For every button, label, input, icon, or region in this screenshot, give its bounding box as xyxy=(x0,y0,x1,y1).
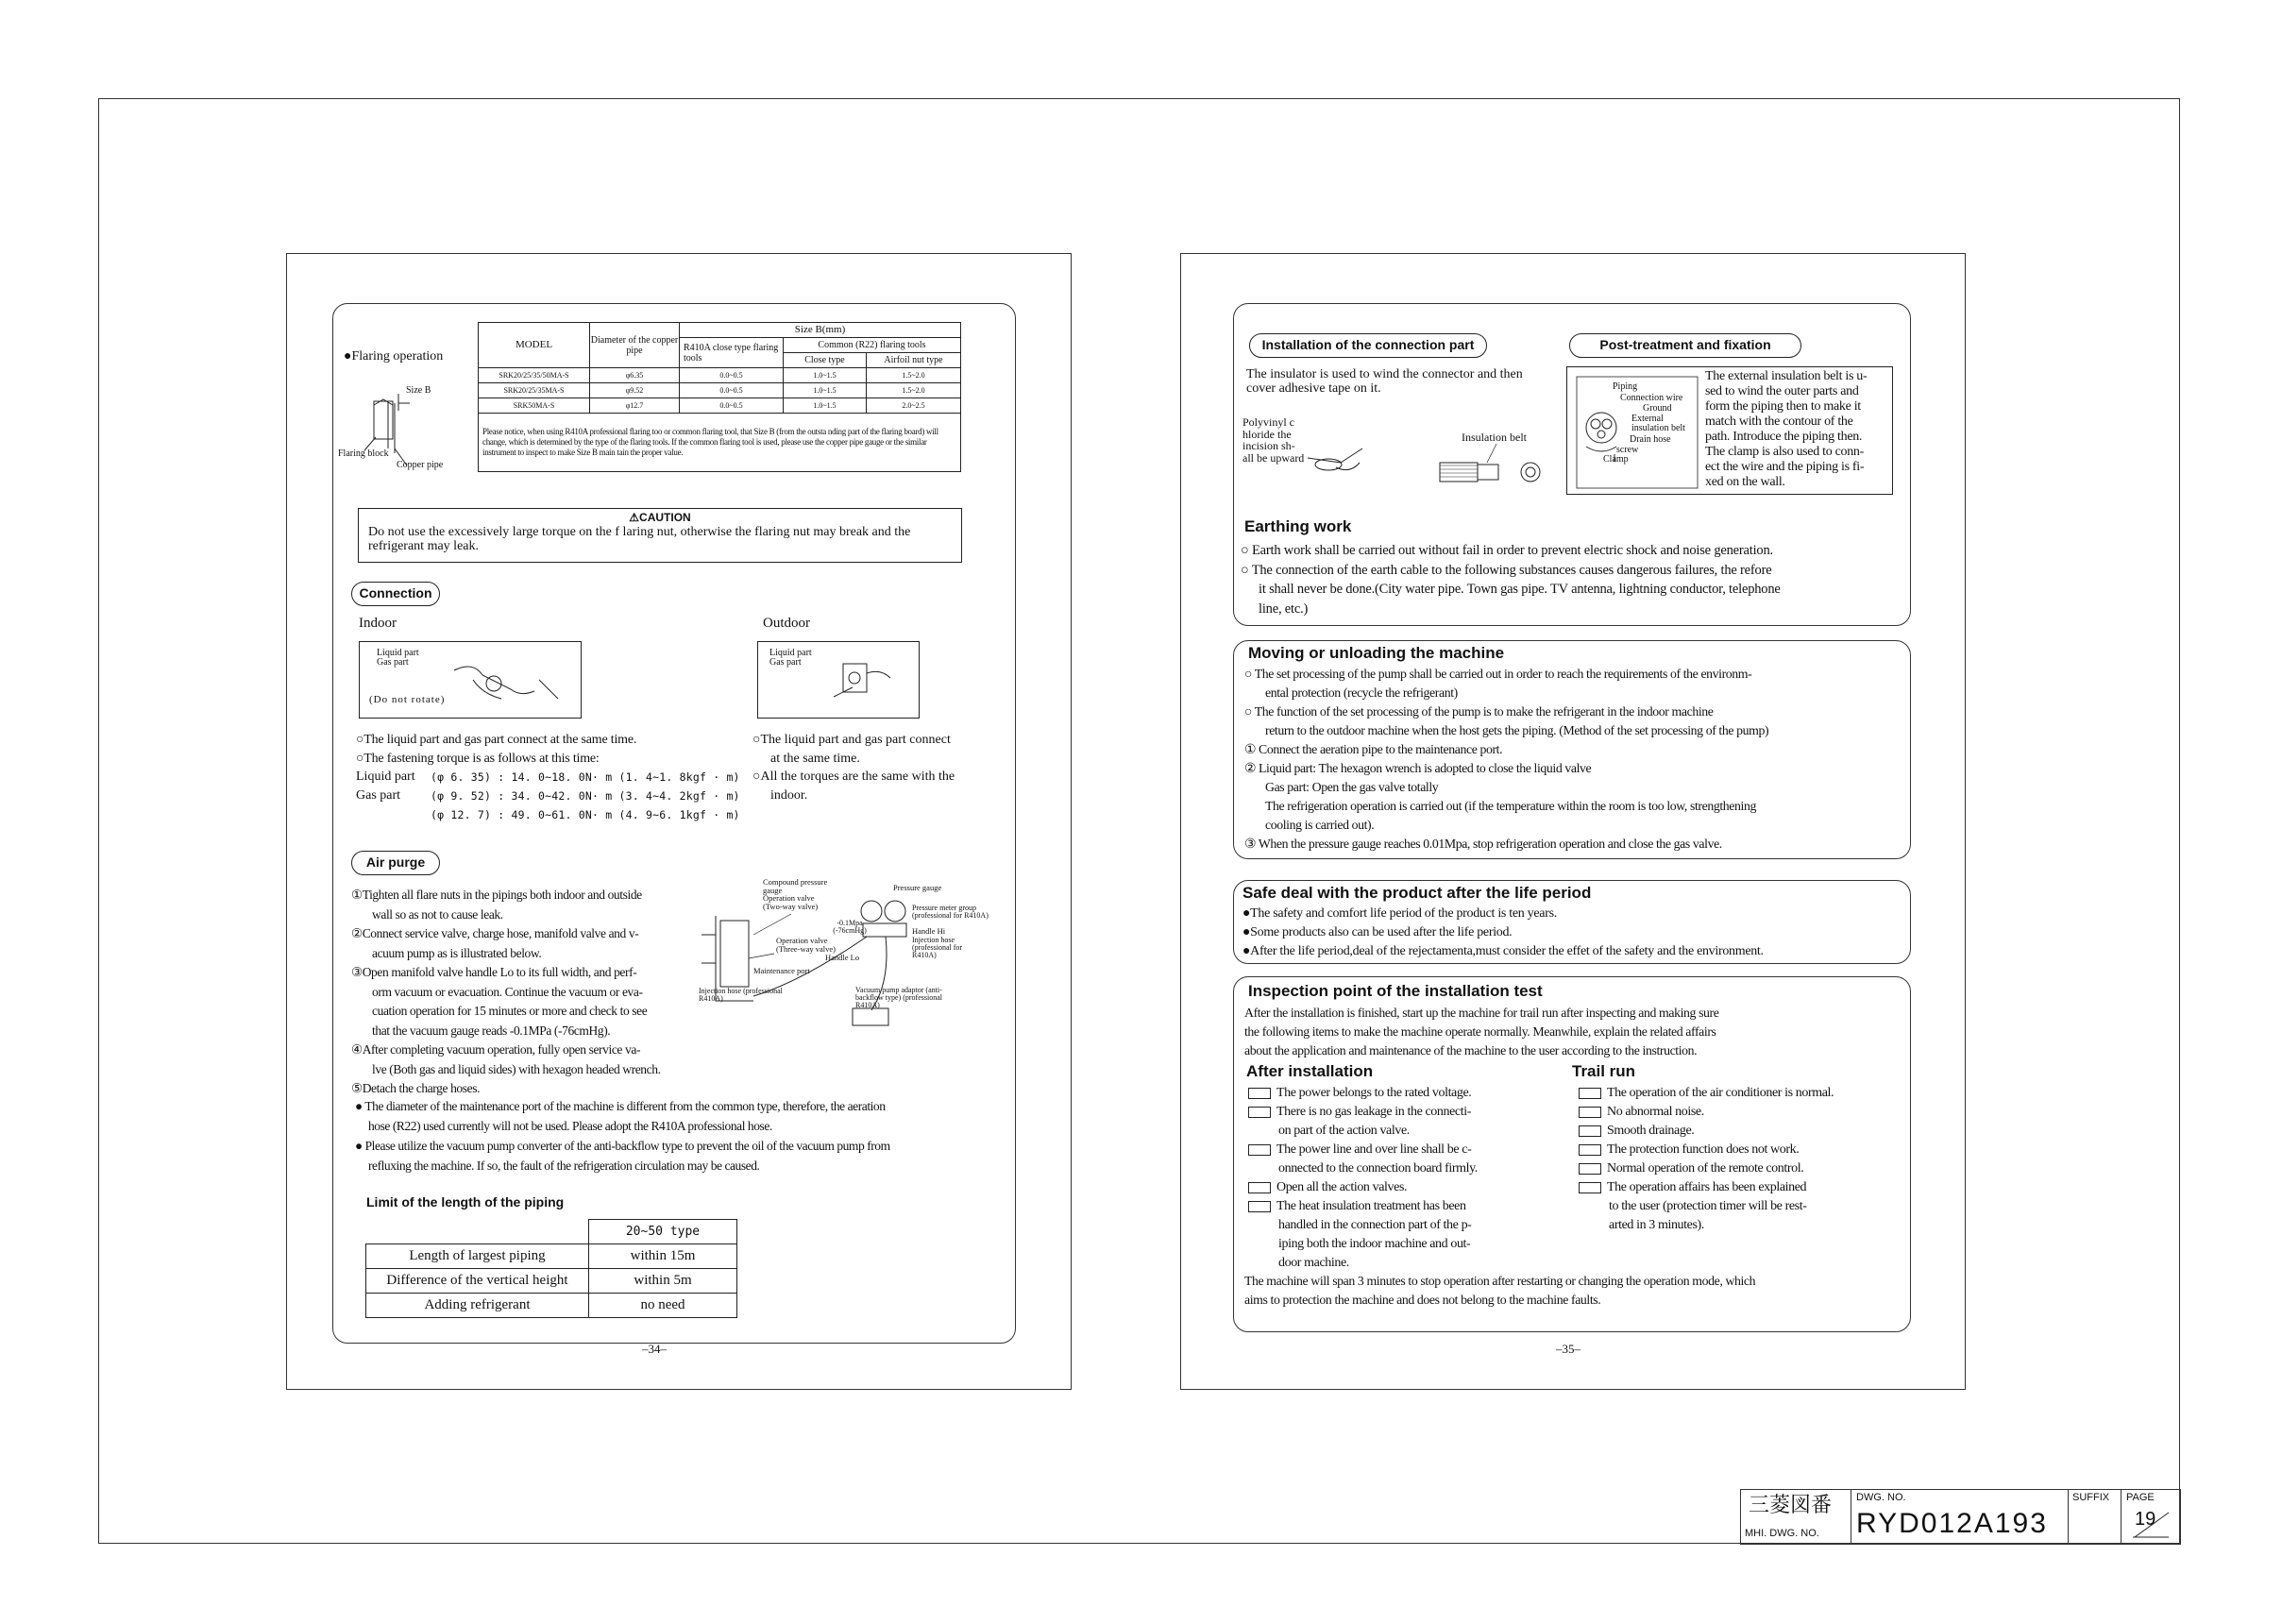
safe-deal-heading: Safe deal with the product after the life period xyxy=(1242,884,1592,902)
checklist-item xyxy=(1579,1084,1834,1103)
moving-line: ental protection (recycle the refrigerant) xyxy=(1265,685,1458,700)
meter-group-label: Pressure meter group (professional for R410A) xyxy=(912,904,989,920)
post-treatment-line: The external insulation belt is u- xyxy=(1705,369,1868,383)
after-installation-heading: After installation xyxy=(1246,1062,1374,1080)
checkbox[interactable] xyxy=(1579,1125,1601,1137)
air-purge-step: ④After completing vacuum operation, fully open service va- xyxy=(351,1042,641,1057)
inspection-heading: Inspection point of the installation test xyxy=(1248,982,1543,1000)
checklist-text: There is no gas leakage in the connecti- xyxy=(1276,1105,1471,1119)
left-page-number: –34– xyxy=(642,1342,667,1356)
checklist-item xyxy=(1248,1103,1478,1122)
torque-row: (φ 12. 7) : 49. 0~61. 0N· m (4. 9~6. 1kgf · m) xyxy=(431,808,740,821)
page-label: PAGE xyxy=(2126,1492,2155,1503)
air-purge-step: cuation operation for 15 minutes or more and check to see xyxy=(372,1004,648,1018)
moving-line: ③ When the pressure gauge reaches 0.01Mpa, stop refrigeration operation and close the gas valve. xyxy=(1244,837,1722,851)
ground-label: Ground xyxy=(1643,403,1672,414)
outdoor-liquid-part-label: Liquid part xyxy=(769,648,812,658)
post-treatment-line: xed on the wall. xyxy=(1705,475,1785,489)
checkbox[interactable] xyxy=(1579,1107,1601,1118)
right-page-number: –35– xyxy=(1556,1342,1580,1356)
earthing-line: it shall never be done.(City water pipe. Town gas pipe. TV antenna, lightning conductor, telephone xyxy=(1259,582,1781,597)
table-cell: Adding refrigerant xyxy=(366,1294,589,1318)
air-purge-step: ②Connect service valve, charge hose, manifold valve and v- xyxy=(351,926,639,940)
torque-label-liquid: Liquid part xyxy=(356,770,415,784)
outdoor-line: at the same time. xyxy=(770,751,860,766)
table-row xyxy=(366,1244,737,1269)
caution-title: ⚠CAUTION xyxy=(629,511,691,524)
checklist-item xyxy=(1579,1159,1834,1178)
indoor-connection-text xyxy=(356,731,636,768)
table-cell: no need xyxy=(589,1294,737,1318)
checklist-text: No abnormal noise. xyxy=(1607,1105,1704,1119)
checkbox[interactable] xyxy=(1579,1088,1601,1099)
page-number: 19 xyxy=(2135,1509,2156,1530)
operation-valve-two-label: Operation valve (Two-way valve) xyxy=(763,893,819,911)
air-purge-step: ⑤Detach the charge hoses. xyxy=(351,1081,481,1095)
air-purge-diagram xyxy=(697,878,1008,1034)
table-row xyxy=(479,368,961,383)
air-purge-step: that the vacuum gauge reads -0.1MPa (-76cmHg). xyxy=(372,1023,611,1038)
outdoor-label: Outdoor xyxy=(763,616,810,631)
drain-hose-label: Drain hose xyxy=(1630,434,1671,445)
checkbox[interactable] xyxy=(1248,1088,1271,1099)
inspection-footer xyxy=(1244,1272,1755,1310)
moving-line: ① Connect the aeration pipe to the maintenance port. xyxy=(1244,742,1503,756)
outdoor-connection-figure xyxy=(757,641,920,719)
table-cell: 2.0~2.5 xyxy=(867,398,961,414)
outdoor-gas-part-label: Gas part xyxy=(769,657,802,668)
installation-text: The insulator is used to wind the connector and then cover adhesive tape on it. xyxy=(1246,367,1523,396)
inspection-intro-line: about the application and maintenance of the machine to the user according to the instruction. xyxy=(1244,1043,1698,1057)
table-cell: SRK20/25/35MA-S xyxy=(479,383,590,398)
inspection-intro xyxy=(1244,1004,1718,1060)
earthing-line: line, etc.) xyxy=(1259,601,1309,617)
copper-pipe-label: Copper pipe xyxy=(397,460,444,470)
checklist-item xyxy=(1579,1141,1834,1159)
earthing-heading: Earthing work xyxy=(1244,517,1352,535)
table-row xyxy=(366,1294,737,1318)
checkbox[interactable] xyxy=(1248,1144,1271,1156)
checklist-text: door machine. xyxy=(1278,1256,1349,1270)
earthing-line: ○ The connection of the earth cable to the following substances causes dangerous failures, the refore xyxy=(1241,562,1772,578)
post-treatment-line: ect the wire and the piping is fi- xyxy=(1705,460,1865,474)
table-cell: φ6.35 xyxy=(590,368,680,383)
checklist-item xyxy=(1248,1197,1478,1216)
dwg-no-cell xyxy=(1851,1490,2069,1543)
flaring-title: ●Flaring operation xyxy=(344,349,444,364)
maintenance-port-label: Maintenance port xyxy=(753,966,810,975)
checklist-text: to the user (protection timer will be rest- xyxy=(1609,1199,1807,1213)
checklist-text: on part of the action valve. xyxy=(1278,1124,1410,1138)
title-block xyxy=(1740,1489,2181,1545)
page-slash-icon xyxy=(2127,1507,2174,1541)
outdoor-line: indoor. xyxy=(770,787,808,803)
checklist-text: iping both the indoor machine and out- xyxy=(1278,1237,1471,1251)
handle-hi-label: Handle Hi xyxy=(912,926,946,936)
checklist-text: The heat insulation treatment has been xyxy=(1276,1199,1466,1213)
service-valve-illustration xyxy=(824,650,909,711)
safe-deal-text xyxy=(1242,905,1764,961)
screw-label: screw xyxy=(1616,445,1639,455)
moving-text xyxy=(1244,665,1768,854)
outdoor-line: ○All the torques are the same with the xyxy=(752,770,955,784)
trail-run-list xyxy=(1579,1084,1834,1235)
inspection-intro-line: After the installation is finished, start up the machine for trail run after inspecting and making sure xyxy=(1244,1006,1719,1020)
table-header-airfoil: Airfoil nut type xyxy=(867,353,961,368)
limit-header: 20~50 type xyxy=(589,1220,737,1244)
table-cell: SRK50MA-S xyxy=(479,398,590,414)
caution-text: Do not use the excessively large torque on the f laring nut, otherwise the flaring nut may break and the refrigerant may leak. xyxy=(368,525,911,553)
vacuum-reading-label: -0.1Mpa (-76cmHg) xyxy=(833,919,867,935)
air-purge-step: lve (Both gas and liquid sides) with hexagon headed wrench. xyxy=(372,1061,661,1076)
checklist-item xyxy=(1579,1103,1834,1122)
table-cell: 0.0~0.5 xyxy=(680,383,784,398)
operation-valve-three-label: Operation valve (Three-way valve) xyxy=(776,936,837,954)
checkbox[interactable] xyxy=(1579,1163,1601,1175)
checklist-item xyxy=(1579,1178,1834,1197)
mhi-en-label: MHI. DWG. NO. xyxy=(1745,1528,1819,1539)
table-cell: SRK20/25/35/50MA-S xyxy=(479,368,590,383)
checklist-item xyxy=(1248,1084,1478,1103)
indoor-gas-part-label: Gas part xyxy=(377,657,409,668)
table-cell: 1.0~1.5 xyxy=(784,383,867,398)
checklist-text: The power belongs to the rated voltage. xyxy=(1276,1086,1472,1100)
suffix-label: SUFFIX xyxy=(2072,1492,2110,1503)
post-treatment-line: match with the contour of the xyxy=(1705,414,1853,429)
dwg-number: RYD012A193 xyxy=(1856,1508,2048,1539)
connection-wire-label: Connection wire xyxy=(1620,393,1683,403)
flaring-block-label: Flaring block xyxy=(338,448,389,459)
indoor-connection-figure xyxy=(359,641,582,719)
checklist-item xyxy=(1579,1122,1834,1141)
moving-line: ○ The function of the set processing of the pump is to make the refrigerant in the indoor machine xyxy=(1244,704,1714,719)
table-cell: 0.0~0.5 xyxy=(680,398,784,414)
suffix-cell xyxy=(2069,1490,2121,1543)
outdoor-connection-text xyxy=(752,731,955,804)
checklist-item xyxy=(1248,1141,1478,1159)
external-insulation-label: External insulation belt xyxy=(1631,414,1685,433)
checkbox[interactable] xyxy=(1248,1107,1271,1118)
post-treatment-line: sed to wind the outer parts and xyxy=(1705,384,1859,398)
polyvinyl-label: Polyvinyl c hloride the incision sh- all be upward xyxy=(1242,415,1305,465)
air-purge-note: ● Please utilize the vacuum pump converter of the anti-backflow type to prevent the oil of the vacuum pump from xyxy=(355,1139,890,1153)
after-installation-list xyxy=(1248,1084,1478,1273)
inspection-footer-line: aims to protection the machine and does not belong to the machine faults. xyxy=(1244,1293,1601,1307)
moving-line: ○ The set processing of the pump shall be carried out in order to reach the requirements of the environm- xyxy=(1244,667,1752,681)
table-cell: Length of largest piping xyxy=(366,1244,589,1269)
checklist-text: Smooth drainage. xyxy=(1607,1124,1695,1138)
air-purge-notes xyxy=(355,1096,890,1176)
checklist-text: The operation affairs has been explained xyxy=(1607,1180,1807,1194)
post-treatment-line: path. Introduce the piping then. xyxy=(1705,430,1863,444)
indoor-label: Indoor xyxy=(359,616,397,631)
torque-row: (φ 9. 52) : 34. 0~42. 0N· m (3. 4~4. 2kgf · m) xyxy=(431,789,740,803)
piping-limit-table xyxy=(365,1219,737,1318)
flaring-size-table xyxy=(478,322,961,472)
table-cell: 1.5~2.0 xyxy=(867,383,961,398)
torque-values xyxy=(431,768,740,824)
safe-deal-line: ●Some products also can be used after the life period. xyxy=(1242,925,1513,939)
checklist-text: The power line and over line shall be c- xyxy=(1276,1142,1472,1157)
earthing-text xyxy=(1241,541,1781,618)
table-cell: φ9.52 xyxy=(590,383,680,398)
moving-line: cooling is carried out). xyxy=(1265,818,1375,832)
air-purge-step: ③Open manifold valve handle Lo to its full width, and perf- xyxy=(351,965,637,979)
air-purge-step: ①Tighten all flare nuts in the pipings both indoor and outside xyxy=(351,888,642,902)
checklist-text: The operation of the air conditioner is normal. xyxy=(1607,1086,1834,1100)
piping-label: Piping xyxy=(1613,381,1638,392)
compound-gauge-label: Compound pressure gauge xyxy=(763,877,828,895)
size-b-label: Size B xyxy=(406,385,431,396)
checklist-text: arted in 3 minutes). xyxy=(1609,1218,1704,1232)
limit-title: Limit of the length of the piping xyxy=(366,1194,565,1210)
table-row xyxy=(479,398,961,414)
outdoor-line: ○The liquid part and gas part connect xyxy=(752,733,951,747)
indoor-line: ○The fastening torque is as follows at this time: xyxy=(356,751,600,766)
wrench-illustration xyxy=(454,651,567,708)
air-purge-step: orm vacuum or evacuation. Continue the vacuum or eva- xyxy=(372,984,643,999)
checkbox[interactable] xyxy=(1579,1144,1601,1156)
table-header-model: MODEL xyxy=(479,323,590,368)
inspection-intro-line: the following items to make the machine operate normally. Meanwhile, explain the related affairs xyxy=(1244,1024,1716,1039)
handle-lo-label: Handle Lo xyxy=(825,953,860,962)
air-purge-step: wall so as not to cause leak. xyxy=(372,906,503,922)
safe-deal-line: ●After the life period,deal of the rejectamenta,must consider the effet of the safety and the environment. xyxy=(1242,944,1764,958)
table-header-diameter: Diameter of the copper pipe xyxy=(590,323,680,368)
injection-hose-right-label: Injection hose (professional for R410A) xyxy=(912,936,963,959)
moving-line: Gas part: Open the gas valve totally xyxy=(1265,780,1439,794)
table-row xyxy=(366,1269,737,1294)
air-purge-note: refluxing the machine. If so, the fault of the refrigeration circulation may be caused. xyxy=(368,1159,760,1173)
table-header-size-b: Size B(mm) xyxy=(680,323,961,338)
indoor-liquid-part-label: Liquid part xyxy=(377,648,419,658)
checklist-text: handled in the connection part of the p- xyxy=(1278,1218,1472,1232)
table-cell: 1.0~1.5 xyxy=(784,368,867,383)
table-cell: 0.0~0.5 xyxy=(680,368,784,383)
table-row xyxy=(479,383,961,398)
table-cell: within 5m xyxy=(589,1269,737,1294)
post-treatment-line: The clamp is also used to conn- xyxy=(1705,445,1864,459)
mhi-jp-label: 三菱図番 xyxy=(1749,1494,1833,1517)
checklist-text: The protection function does not work. xyxy=(1607,1142,1800,1157)
air-purge-steps xyxy=(351,886,661,1099)
indoor-line: ○The liquid part and gas part connect at the same time. xyxy=(356,733,637,747)
pressure-gauge-label: Pressure gauge xyxy=(893,883,942,892)
checkbox[interactable] xyxy=(1579,1182,1601,1193)
air-purge-heading: Air purge xyxy=(351,851,440,875)
inspection-footer-line: The machine will span 3 minutes to stop operation after restarting or changing the operation mode, which xyxy=(1244,1274,1756,1288)
installation-heading: Installation of the connection part xyxy=(1249,333,1487,358)
post-treatment-heading: Post-treatment and fixation xyxy=(1569,333,1801,358)
connection-heading: Connection xyxy=(351,582,440,606)
dwg-no-label: DWG. NO. xyxy=(1856,1492,1906,1503)
moving-line: return to the outdoor machine when the host gets the piping. (Method of the set processing of the pump) xyxy=(1265,723,1769,737)
table-cell: 1.0~1.5 xyxy=(784,398,867,414)
do-not-rotate-label: (Do not rotate) xyxy=(369,694,446,705)
torque-row: (φ 6. 35) : 14. 0~18. 0N· m (1. 4~1. 8kgf · m) xyxy=(431,770,740,784)
post-treatment-text xyxy=(1705,369,1867,490)
clamp-label: Clamp xyxy=(1603,454,1629,465)
checkbox[interactable] xyxy=(1248,1201,1271,1212)
table-cell: 1.5~2.0 xyxy=(867,368,961,383)
table-note: Please notice, when using R410A professional flaring too or common flaring tool, that Size B (from the outsta nding part of the flaring board) will change, which is determined by the type of the flaring tools. If the common flaring tool is used, please use the copper pipe gauge or the similar instrument to inspect to make Size B main tain the proper value. xyxy=(479,414,961,472)
trail-run-heading: Trail run xyxy=(1572,1062,1636,1080)
safe-deal-line: ●The safety and comfort life period of the product is ten years. xyxy=(1242,906,1557,921)
checklist-text: Open all the action valves. xyxy=(1276,1180,1408,1194)
earthing-line: ○ Earth work shall be carried out without fail in order to prevent electric shock and noise generation. xyxy=(1241,543,1773,558)
injection-hose-left-label: Injection hose (professional R410A) xyxy=(699,987,783,1003)
table-header-r410a: R410A close type flaring tools xyxy=(680,338,784,368)
vacuum-adaptor-label: Vacuum pump adaptor (anti-backflow type) (professional R410A) xyxy=(855,986,942,1009)
checklist-item xyxy=(1248,1178,1478,1197)
moving-line: ② Liquid part: The hexagon wrench is adopted to close the liquid valve xyxy=(1244,761,1592,775)
insulation-belt-label: Insulation belt xyxy=(1462,431,1527,444)
mhi-dwg-cell xyxy=(1741,1490,1851,1543)
checklist-text: onnected to the connection board firmly. xyxy=(1278,1161,1478,1176)
table-header-close-type: Close type xyxy=(784,353,867,368)
insulation-wrap-illustration xyxy=(1308,415,1544,491)
moving-line: The refrigeration operation is carried out (if the temperature within the room is too low, strengthening xyxy=(1265,799,1756,813)
air-purge-note: hose (R22) used currently will not be used. Please adopt the R410A professional hose. xyxy=(368,1119,772,1133)
post-treatment-box xyxy=(1566,366,1893,495)
air-purge-note: ● The diameter of the maintenance port of the machine is different from the common type, therefore, the aeration xyxy=(355,1099,886,1113)
checkbox[interactable] xyxy=(1248,1182,1271,1193)
table-header-common: Common (R22) flaring tools xyxy=(784,338,961,353)
torque-label-gas: Gas part xyxy=(356,788,401,803)
post-treatment-line: form the piping then to make it xyxy=(1705,399,1861,414)
caution-box xyxy=(358,508,962,563)
checklist-text: Normal operation of the remote control. xyxy=(1607,1161,1804,1176)
table-cell: φ12.7 xyxy=(590,398,680,414)
page-cell xyxy=(2121,1490,2179,1543)
table-cell: within 15m xyxy=(589,1244,737,1269)
moving-heading: Moving or unloading the machine xyxy=(1248,644,1505,662)
table-cell: Difference of the vertical height xyxy=(366,1269,589,1294)
air-purge-step: acuum pump as is illustrated below. xyxy=(372,945,542,960)
